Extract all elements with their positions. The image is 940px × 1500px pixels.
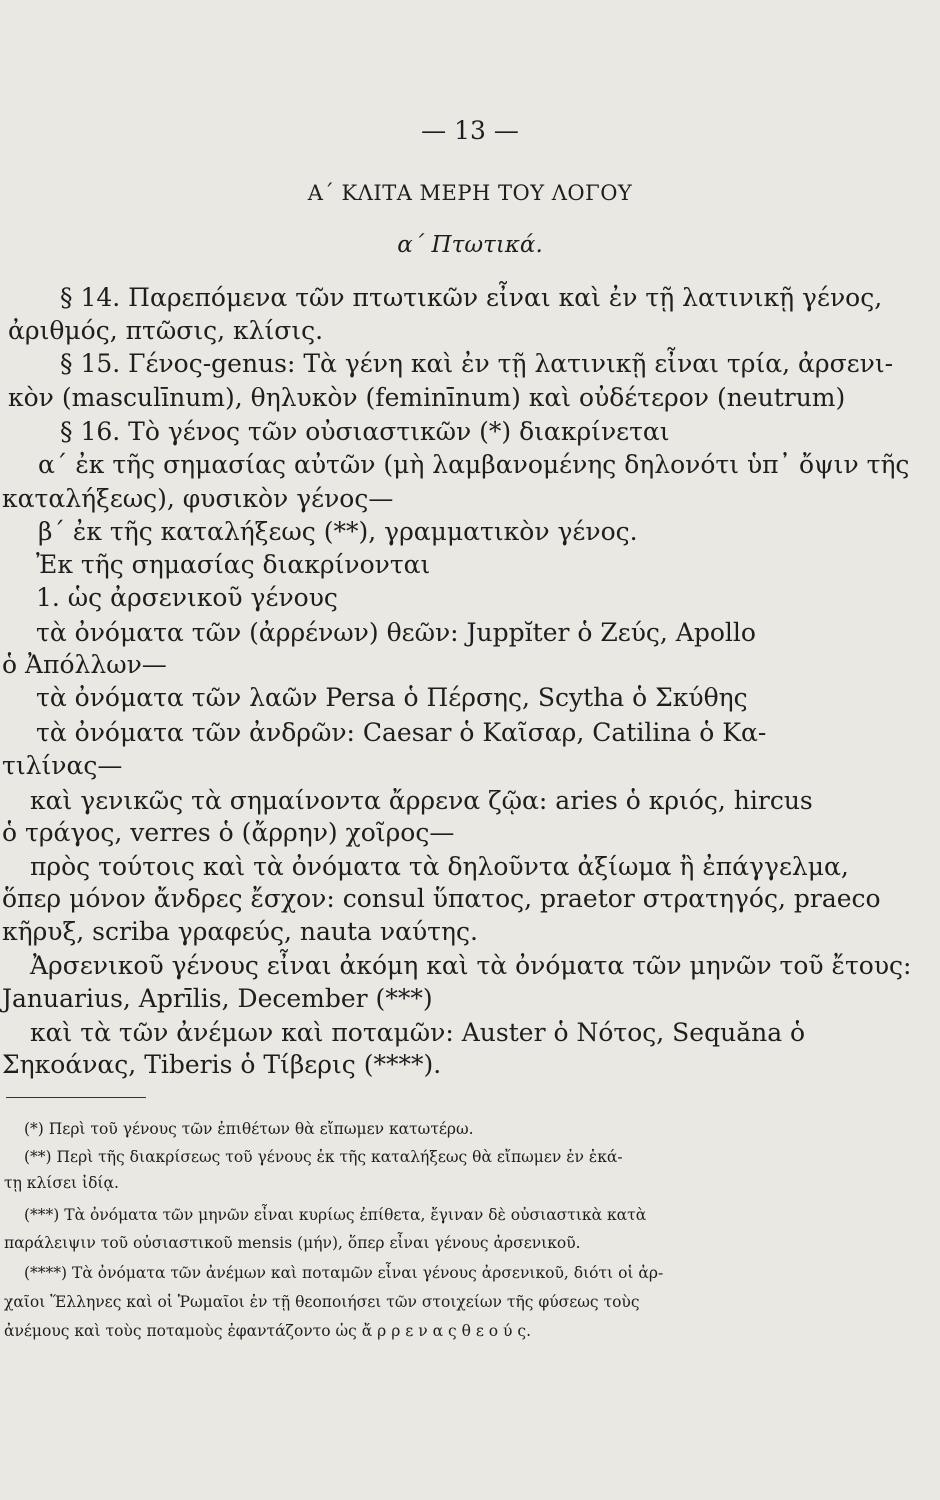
- text-line: β΄ ἐκ τῆς καταλήξεως (**), γραμματικὸν γένος.: [38, 517, 638, 546]
- subsection-title: α΄ Πτωτικά.: [397, 232, 543, 258]
- text-line: καὶ τὰ τῶν ἀνέμων καὶ ποταμῶν: Auster ὁ Νότος, Sequăna ὁ: [30, 1018, 806, 1047]
- text-line: κῆρυξ, scriba γραφεύς, nauta ναύτης.: [2, 917, 478, 946]
- footnote-line: τῃ κλίσει ἰδίᾳ.: [4, 1174, 119, 1192]
- footnote-line: (****) Τὰ ὀνόματα τῶν ἀνέμων καὶ ποταμῶν εἶναι γένους ἀρσενικοῦ, διότι οἱ ἀρ-: [24, 1264, 664, 1282]
- text-line: πρὸς τούτοις καὶ τὰ ὀνόματα τὰ δηλοῦντα ἀξίωμα ἢ ἐπάγγελμα,: [30, 852, 849, 881]
- text-line: ὁ Ἀπόλλων—: [2, 650, 167, 679]
- footnote-line: παράλειψιν τοῦ οὐσιαστικοῦ mensis (μήν), ὅπερ εἶναι γένους ἀρσενικοῦ.: [4, 1234, 581, 1252]
- text-line: α΄ ἐκ τῆς σημασίας αὐτῶν (μὴ λαμβανομένης δηλονότι ὑπ᾽ ὄψιν τῆς: [38, 450, 910, 479]
- text-line: § 15. Γένος-genus: Τὰ γένη καὶ ἐν τῇ λατινικῇ εἶναι τρία, ἀρσενι-: [60, 349, 894, 378]
- footnote-line: (**) Περὶ τῆς διακρίσεως τοῦ γένους ἐκ τῆς καταλήξεως θὰ εἴπωμεν ἐν ἑκά-: [24, 1148, 623, 1166]
- text-line: § 14. Παρεπόμενα τῶν πτωτικῶν εἶναι καὶ ἐν τῇ λατινικῇ γένος,: [60, 283, 883, 312]
- text-line: τὰ ὀνόματα τῶν (ἀρρένων) θεῶν: Juppĭter ὁ Ζεύς, Apollo: [36, 618, 756, 647]
- footnote-line: ἀνέμους καὶ τοὺς ποταμοὺς ἐφαντάζοντο ὡς ἄ ρ ρ ε ν α ς θ ε ο ύ ς.: [4, 1322, 531, 1340]
- text-line: Σηκοάνας, Tiberis ὁ Τίβερις (****).: [2, 1050, 442, 1079]
- text-line: § 16. Τὸ γένος τῶν οὐσιαστικῶν (*) διακρίνεται: [60, 417, 670, 446]
- page-number: — 13 —: [421, 116, 519, 145]
- text-line: ὅπερ μόνον ἄνδρες ἔσχον: consul ὕπατος, praetor στρατηγός, praeco: [2, 884, 881, 913]
- text-line: τὰ ὀνόματα τῶν ἀνδρῶν: Caesar ὁ Καῖσαρ, Catilina ὁ Κα-: [36, 718, 767, 747]
- section-title: Α΄ ΚΛΙΤΑ ΜΕΡΗ ΤΟΥ ΛΟΓΟΥ: [307, 181, 633, 205]
- text-line: καὶ γενικῶς τὰ σημαίνοντα ἄρρενα ζῷα: aries ὁ κριός, hircus: [30, 786, 813, 815]
- footnote-divider: [6, 1097, 146, 1098]
- text-line: Ἀρσενικοῦ γένους εἶναι ἀκόμη καὶ τὰ ὀνόματα τῶν μηνῶν τοῦ ἔτους:: [30, 951, 912, 980]
- text-line: 1. ὡς ἀρσενικοῦ γένους: [36, 583, 338, 612]
- text-line: καταλήξεως), φυσικὸν γένος—: [2, 484, 394, 513]
- footnote-line: (***) Τὰ ὀνόματα τῶν μηνῶν εἶναι κυρίως ἐπίθετα, ἔγιναν δὲ οὐσιαστικὰ κατὰ: [24, 1206, 647, 1224]
- footnote-line: χαῖοι Ἕλληνες καὶ οἱ Ῥωμαῖοι ἐν τῇ θεοποιήσει τῶν στοιχείων τῆς φύσεως τοὺς: [4, 1293, 640, 1311]
- text-line: τὰ ὀνόματα τῶν λαῶν Persa ὁ Πέρσης, Scytha ὁ Σκύθης: [36, 683, 748, 712]
- text-line: ὁ τράγος, verres ὁ (ἄρρην) χοῖρος—: [2, 818, 455, 847]
- text-line: Ἐκ τῆς σημασίας διακρίνονται: [36, 550, 431, 579]
- text-line: τιλίνας—: [2, 751, 123, 780]
- footnote-line: (*) Περὶ τοῦ γένους τῶν ἐπιθέτων θὰ εἴπωμεν κατωτέρω.: [24, 1120, 474, 1138]
- text-line: Januarius, Aprīlis, December (***): [2, 984, 433, 1013]
- text-line: ἀριθμός, πτῶσις, κλίσις.: [8, 316, 324, 345]
- text-line: κὸν (masculīnum), θηλυκὸν (feminīnum) καὶ οὐδέτερον (neutrum): [8, 383, 846, 412]
